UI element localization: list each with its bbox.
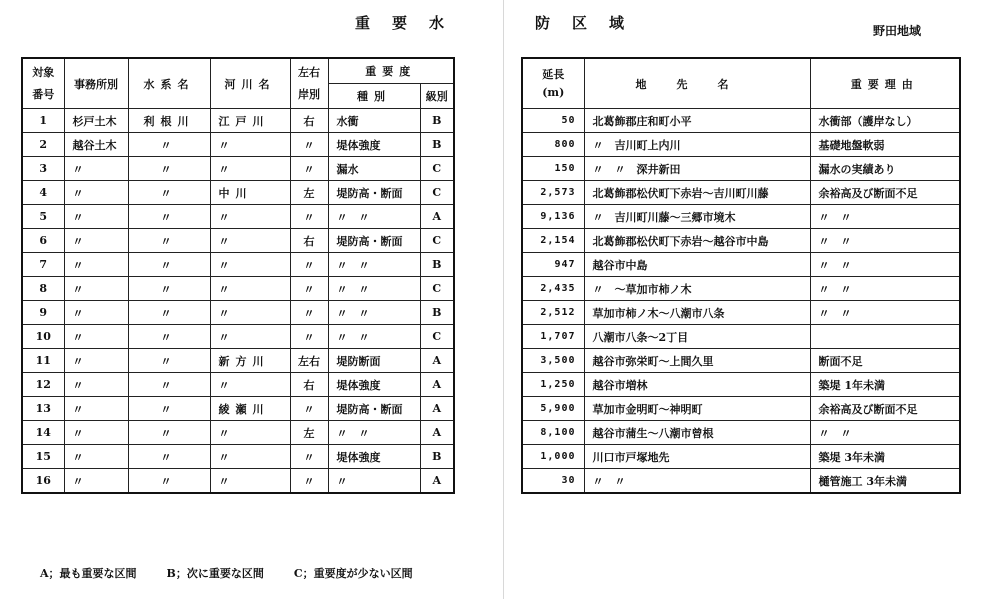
table-row bbox=[22, 325, 454, 349]
cell-length: 2,512 bbox=[522, 301, 584, 325]
page-title-left: 重要水 bbox=[355, 14, 467, 32]
cell-place: 〃 〃 bbox=[584, 469, 810, 494]
cell-grade: B bbox=[420, 133, 454, 157]
cell-reason: 築堤 3年未満 bbox=[810, 445, 960, 469]
cell-system: 〃 bbox=[128, 469, 210, 494]
table-row bbox=[522, 133, 960, 157]
table-row bbox=[22, 301, 454, 325]
table-row bbox=[522, 301, 960, 325]
header-reason: 重要理由 bbox=[810, 58, 960, 109]
table-row bbox=[22, 277, 454, 301]
cell-no: 5 bbox=[22, 205, 64, 229]
region-label: 野田地域 bbox=[873, 24, 922, 38]
table-row bbox=[522, 109, 960, 133]
cell-river: 〃 bbox=[210, 229, 290, 253]
cell-reason: 〃 〃 bbox=[810, 421, 960, 445]
cell-place: 〃 ～草加市柿ノ木 bbox=[584, 277, 810, 301]
cell-bank: 右 bbox=[290, 229, 328, 253]
cell-river: 〃 bbox=[210, 253, 290, 277]
cell-office: 〃 bbox=[64, 205, 128, 229]
table-row bbox=[522, 397, 960, 421]
cell-place: 北葛飾郡庄和町小平 bbox=[584, 109, 810, 133]
table-row bbox=[22, 421, 454, 445]
cell-length: 1,707 bbox=[522, 325, 584, 349]
cell-grade: B bbox=[420, 445, 454, 469]
cell-type: 水衝 bbox=[328, 109, 420, 133]
cell-grade: A bbox=[420, 421, 454, 445]
cell-length: 150 bbox=[522, 157, 584, 181]
table-row bbox=[22, 229, 454, 253]
cell-place: 越谷市増林 bbox=[584, 373, 810, 397]
cell-no: 6 bbox=[22, 229, 64, 253]
cell-system: 〃 bbox=[128, 325, 210, 349]
cell-river: 綾瀬川 bbox=[210, 397, 290, 421]
cell-no: 11 bbox=[22, 349, 64, 373]
cell-grade: C bbox=[420, 277, 454, 301]
table-row bbox=[522, 325, 960, 349]
cell-reason: 樋管施工 3年未満 bbox=[810, 469, 960, 494]
cell-type: 堤体強度 bbox=[328, 373, 420, 397]
cell-system: 〃 bbox=[128, 205, 210, 229]
cell-reason: 〃 〃 bbox=[810, 277, 960, 301]
cell-river: 〃 bbox=[210, 133, 290, 157]
cell-no: 15 bbox=[22, 445, 64, 469]
cell-river: 新方川 bbox=[210, 349, 290, 373]
cell-length: 2,435 bbox=[522, 277, 584, 301]
cell-no: 9 bbox=[22, 301, 64, 325]
cell-bank: 〃 bbox=[290, 469, 328, 494]
cell-grade: C bbox=[420, 325, 454, 349]
cell-reason: 〃 〃 bbox=[810, 253, 960, 277]
cell-length: 3,500 bbox=[522, 349, 584, 373]
cell-office: 杉戸土木 bbox=[64, 109, 128, 133]
cell-reason: 余裕高及び断面不足 bbox=[810, 397, 960, 421]
cell-river: 〃 bbox=[210, 469, 290, 494]
cell-bank: 左 bbox=[290, 181, 328, 205]
page-fold-divider bbox=[503, 0, 504, 599]
cell-type: 〃 〃 bbox=[328, 301, 420, 325]
cell-river: 〃 bbox=[210, 421, 290, 445]
cell-bank: 〃 bbox=[290, 301, 328, 325]
cell-length: 5,900 bbox=[522, 397, 584, 421]
cell-reason: 〃 〃 bbox=[810, 229, 960, 253]
cell-bank: 〃 bbox=[290, 157, 328, 181]
cell-system: 〃 bbox=[128, 133, 210, 157]
cell-office: 〃 bbox=[64, 229, 128, 253]
cell-reason: 水衝部（護岸なし） bbox=[810, 109, 960, 133]
cell-bank: 〃 bbox=[290, 205, 328, 229]
cell-reason: 余裕高及び断面不足 bbox=[810, 181, 960, 205]
header-system: 水系名 bbox=[128, 58, 210, 109]
cell-type: 堤防高・断面 bbox=[328, 181, 420, 205]
cell-type: 堤防断面 bbox=[328, 349, 420, 373]
table-row bbox=[522, 157, 960, 181]
cell-type: 堤体強度 bbox=[328, 133, 420, 157]
legend-item-b: B；次に重要な区間 bbox=[166, 567, 264, 580]
table-row bbox=[522, 469, 960, 494]
cell-length: 50 bbox=[522, 109, 584, 133]
cell-no: 13 bbox=[22, 397, 64, 421]
cell-no: 4 bbox=[22, 181, 64, 205]
cell-reason: 〃 〃 bbox=[810, 205, 960, 229]
header-bank: 左右 岸別 bbox=[290, 58, 328, 109]
cell-length: 9,136 bbox=[522, 205, 584, 229]
cell-office: 〃 bbox=[64, 277, 128, 301]
table-row bbox=[22, 181, 454, 205]
cell-grade: C bbox=[420, 229, 454, 253]
cell-river: 〃 bbox=[210, 325, 290, 349]
cell-type: 堤体強度 bbox=[328, 445, 420, 469]
table-row bbox=[22, 133, 454, 157]
cell-river: 〃 bbox=[210, 373, 290, 397]
header-length: 延長 (m) bbox=[522, 58, 584, 109]
cell-place: 草加市柿ノ木～八潮市八条 bbox=[584, 301, 810, 325]
cell-grade: B bbox=[420, 301, 454, 325]
cell-system: 〃 bbox=[128, 421, 210, 445]
cell-no: 12 bbox=[22, 373, 64, 397]
cell-place: 越谷市蒲生～八潮市曾根 bbox=[584, 421, 810, 445]
cell-no: 7 bbox=[22, 253, 64, 277]
table-row bbox=[22, 205, 454, 229]
cell-office: 〃 bbox=[64, 469, 128, 494]
cell-bank: 左 bbox=[290, 421, 328, 445]
cell-type: 〃 〃 bbox=[328, 421, 420, 445]
cell-bank: 左右 bbox=[290, 349, 328, 373]
cell-length: 1,000 bbox=[522, 445, 584, 469]
cell-system: 利根川 bbox=[128, 109, 210, 133]
cell-no: 2 bbox=[22, 133, 64, 157]
table-row bbox=[22, 445, 454, 469]
cell-system: 〃 bbox=[128, 277, 210, 301]
cell-type: 〃 〃 bbox=[328, 205, 420, 229]
cell-system: 〃 bbox=[128, 301, 210, 325]
cell-river: 〃 bbox=[210, 157, 290, 181]
cell-bank: 〃 bbox=[290, 253, 328, 277]
cell-grade: C bbox=[420, 181, 454, 205]
cell-bank: 〃 bbox=[290, 133, 328, 157]
cell-type: 〃 〃 bbox=[328, 325, 420, 349]
cell-system: 〃 bbox=[128, 181, 210, 205]
cell-office: 〃 bbox=[64, 253, 128, 277]
left-table bbox=[21, 57, 455, 494]
right-table bbox=[521, 57, 961, 494]
header-river: 河川名 bbox=[210, 58, 290, 109]
cell-length: 8,100 bbox=[522, 421, 584, 445]
legend-item-c: C；重要度が少ない区間 bbox=[293, 567, 413, 580]
table-row bbox=[22, 469, 454, 494]
cell-reason: 断面不足 bbox=[810, 349, 960, 373]
cell-place: 草加市金明町～神明町 bbox=[584, 397, 810, 421]
table-row bbox=[522, 253, 960, 277]
cell-river: 〃 bbox=[210, 445, 290, 469]
table-row bbox=[22, 157, 454, 181]
cell-no: 8 bbox=[22, 277, 64, 301]
cell-river: 〃 bbox=[210, 277, 290, 301]
table-row bbox=[522, 181, 960, 205]
table-row bbox=[522, 277, 960, 301]
header-importance: 重要度 bbox=[328, 58, 454, 84]
cell-river: 中川 bbox=[210, 181, 290, 205]
cell-no: 3 bbox=[22, 157, 64, 181]
cell-grade: A bbox=[420, 349, 454, 373]
cell-length: 800 bbox=[522, 133, 584, 157]
cell-length: 30 bbox=[522, 469, 584, 494]
cell-place: 〃 〃 深井新田 bbox=[584, 157, 810, 181]
cell-type: 〃 〃 bbox=[328, 277, 420, 301]
cell-grade: B bbox=[420, 253, 454, 277]
cell-place: 越谷市弥栄町～上間久里 bbox=[584, 349, 810, 373]
cell-length: 2,154 bbox=[522, 229, 584, 253]
cell-bank: 右 bbox=[290, 373, 328, 397]
cell-no: 14 bbox=[22, 421, 64, 445]
cell-system: 〃 bbox=[128, 373, 210, 397]
cell-system: 〃 bbox=[128, 253, 210, 277]
cell-river: 江戸川 bbox=[210, 109, 290, 133]
header-office: 事務所別 bbox=[64, 58, 128, 109]
cell-office: 〃 bbox=[64, 445, 128, 469]
cell-reason bbox=[810, 325, 960, 349]
cell-system: 〃 bbox=[128, 397, 210, 421]
cell-grade: A bbox=[420, 469, 454, 494]
cell-grade: A bbox=[420, 397, 454, 421]
header-grade: 級別 bbox=[420, 84, 454, 109]
table-row bbox=[522, 373, 960, 397]
cell-system: 〃 bbox=[128, 445, 210, 469]
table-row bbox=[522, 349, 960, 373]
cell-grade: B bbox=[420, 109, 454, 133]
cell-office: 〃 bbox=[64, 397, 128, 421]
header-place: 地先名 bbox=[584, 58, 810, 109]
cell-river: 〃 bbox=[210, 301, 290, 325]
header-no: 対象 番号 bbox=[22, 58, 64, 109]
cell-type: 〃 〃 bbox=[328, 253, 420, 277]
cell-place: 越谷市中島 bbox=[584, 253, 810, 277]
cell-type: 堤防高・断面 bbox=[328, 229, 420, 253]
cell-place: 北葛飾郡松伏町下赤岩～吉川町川藤 bbox=[584, 181, 810, 205]
cell-no: 10 bbox=[22, 325, 64, 349]
cell-office: 〃 bbox=[64, 301, 128, 325]
cell-reason: 漏水の実績あり bbox=[810, 157, 960, 181]
cell-office: 〃 bbox=[64, 157, 128, 181]
header-type: 種別 bbox=[328, 84, 420, 109]
cell-office: 〃 bbox=[64, 373, 128, 397]
cell-length: 2,573 bbox=[522, 181, 584, 205]
cell-reason: 〃 〃 bbox=[810, 301, 960, 325]
cell-office: 〃 bbox=[64, 349, 128, 373]
legend bbox=[40, 565, 413, 581]
cell-grade: A bbox=[420, 373, 454, 397]
cell-bank: 右 bbox=[290, 109, 328, 133]
table-row bbox=[22, 397, 454, 421]
table-row bbox=[522, 421, 960, 445]
cell-office: 〃 bbox=[64, 421, 128, 445]
cell-place: 〃 吉川町上内川 bbox=[584, 133, 810, 157]
cell-place: 川口市戸塚地先 bbox=[584, 445, 810, 469]
table-row bbox=[22, 373, 454, 397]
cell-reason: 築堤 1年未満 bbox=[810, 373, 960, 397]
table-row bbox=[22, 109, 454, 133]
cell-grade: C bbox=[420, 157, 454, 181]
table-row bbox=[22, 253, 454, 277]
cell-type: 〃 bbox=[328, 469, 420, 494]
cell-bank: 〃 bbox=[290, 325, 328, 349]
cell-bank: 〃 bbox=[290, 277, 328, 301]
cell-length: 947 bbox=[522, 253, 584, 277]
cell-office: 〃 bbox=[64, 181, 128, 205]
page-title-right: 防区域 bbox=[535, 14, 647, 32]
cell-bank: 〃 bbox=[290, 397, 328, 421]
cell-type: 堤防高・断面 bbox=[328, 397, 420, 421]
cell-reason: 基礎地盤軟弱 bbox=[810, 133, 960, 157]
cell-office: 〃 bbox=[64, 325, 128, 349]
cell-system: 〃 bbox=[128, 157, 210, 181]
cell-bank: 〃 bbox=[290, 445, 328, 469]
cell-length: 1,250 bbox=[522, 373, 584, 397]
cell-no: 1 bbox=[22, 109, 64, 133]
table-row bbox=[22, 349, 454, 373]
cell-system: 〃 bbox=[128, 229, 210, 253]
cell-place: 八潮市八条～2丁目 bbox=[584, 325, 810, 349]
table-row bbox=[522, 445, 960, 469]
cell-river: 〃 bbox=[210, 205, 290, 229]
cell-grade: A bbox=[420, 205, 454, 229]
cell-office: 越谷土木 bbox=[64, 133, 128, 157]
cell-place: 〃 吉川町川藤～三郷市境木 bbox=[584, 205, 810, 229]
table-row bbox=[522, 205, 960, 229]
table-row bbox=[522, 229, 960, 253]
cell-type: 漏水 bbox=[328, 157, 420, 181]
cell-system: 〃 bbox=[128, 349, 210, 373]
legend-item-a: A；最も重要な区間 bbox=[40, 567, 137, 580]
cell-no: 16 bbox=[22, 469, 64, 494]
cell-place: 北葛飾郡松伏町下赤岩～越谷市中島 bbox=[584, 229, 810, 253]
